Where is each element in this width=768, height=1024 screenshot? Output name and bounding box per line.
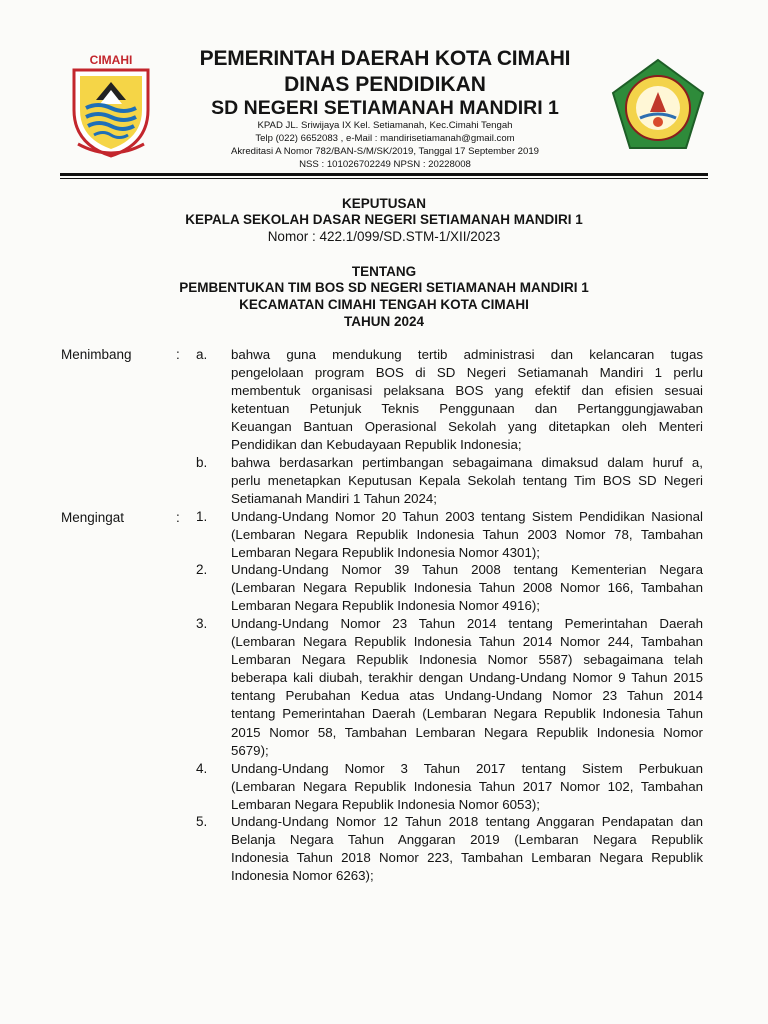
text-line: Pendidikan dan Kebudayaan Republik Indonesia; xyxy=(231,437,522,453)
letterhead-contact: Telp (022) 6652083 , e-Mail : mandirisetiamanah@gmail.com xyxy=(255,133,515,144)
mengingat-4-text xyxy=(231,760,703,814)
text-line: tentang Pemerintahan Daerah (Lembaran Negara Republik Indonesia Tahun xyxy=(231,706,703,722)
text-line: Lembaran Negara Republik Indonesia Nomor 6053); xyxy=(231,797,540,813)
text-line: Indonesia Nomor 6263); xyxy=(231,868,374,884)
cimahi-logo-text: CIMAHI xyxy=(89,53,133,67)
mengingat-2-mark: 2. xyxy=(196,562,208,577)
text-line: membentuk organisasi pelaksana BOS yang efektif dan efisien sesuai xyxy=(231,383,703,399)
mengingat-colon: : xyxy=(176,510,180,525)
text-line: (Lembaran Negara Republik Indonesia Tahun 2008 Nomor 166, Tambahan xyxy=(231,580,703,596)
text-line: (Lembaran Negara Republik Indonesia Tahun 2003 Nomor 78, Tambahan xyxy=(231,527,703,543)
mengingat-label: Mengingat xyxy=(61,510,125,525)
mengingat-3-text xyxy=(231,615,703,760)
text-line: Indonesia Tahun 2018 Nomor 223, Tambahan Lembaran Negara Republik xyxy=(231,850,703,866)
mengingat-1-mark: 1. xyxy=(196,509,208,524)
mengingat-2-text xyxy=(231,561,703,615)
text-line: Lembaran Negara Republik Indonesia Nomor 5587) sebagaimana telah xyxy=(231,652,703,668)
text-line: 2015 Nomor 58, Tambahan Lembaran Negara Republik Indonesia Nomor xyxy=(231,724,703,740)
text-line: Undang-Undang Nomor 23 Tahun 2014 tentang Pemerintahan Daerah xyxy=(231,616,703,631)
letterhead-school: SD NEGERI SETIAMANAH MANDIRI 1 xyxy=(211,97,559,119)
text-line: beberapa kali diubah, terakhir dengan Undang-Undang Nomor 9 Tahun 2015 xyxy=(231,670,703,686)
letterhead-department: DINAS PENDIDIKAN xyxy=(284,73,486,96)
cimahi-city-logo xyxy=(66,52,156,162)
text-line: bahwa berdasarkan pertimbangan sebagaimana dimaksud dalam huruf a, xyxy=(231,455,703,470)
letterhead-government: PEMERINTAH DAERAH KOTA CIMAHI xyxy=(199,47,571,70)
menimbang-a-mark: a. xyxy=(196,347,208,362)
subject-line-1: PEMBENTUKAN TIM BOS SD NEGERI SETIAMANAH MANDIRI 1 xyxy=(179,280,589,295)
mengingat-5-mark: 5. xyxy=(196,814,208,829)
letterhead-rule-thick xyxy=(60,173,708,176)
text-line: 5679); xyxy=(231,742,269,758)
text-line: Undang-Undang Nomor 3 Tahun 2017 tentang Sistem Perbukuan xyxy=(231,761,703,776)
text-line: Belanja Negara Tahun Anggaran 2019 (Lembaran Negara Republik xyxy=(231,832,703,848)
subject-line-2: KECAMATAN CIMAHI TENGAH KOTA CIMAHI xyxy=(239,297,529,312)
decision-issuer: KEPALA SEKOLAH DASAR NEGERI SETIAMANAH MANDIRI 1 xyxy=(185,212,583,227)
letterhead-rule-thin xyxy=(60,178,708,179)
mengingat-3-mark: 3. xyxy=(196,616,208,631)
text-line: (Lembaran Negara Republik Indonesia Tahun 2014 Nomor 244, Tambahan xyxy=(231,634,703,650)
text-line: Keuangan Bantuan Operasional Sekolah yang ditetapkan oleh Menteri xyxy=(231,419,703,435)
mengingat-4-mark: 4. xyxy=(196,761,208,776)
text-line: Lembaran Negara Republik Indonesia Nomor 4916); xyxy=(231,598,540,614)
subject-label: TENTANG xyxy=(351,264,417,279)
letterhead-ids: NSS : 101026702249 NPSN : 20228008 xyxy=(299,159,471,170)
text-line: pengelolaan program BOS di SD Negeri Setiamanah Mandiri 1 perlu xyxy=(231,365,703,381)
letterhead-accreditation: Akreditasi A Nomor 782/BAN-S/M/SK/2019, Tanggal 17 September 2019 xyxy=(230,146,540,157)
menimbang-label: Menimbang xyxy=(61,347,132,362)
text-line: bahwa guna mendukung tertib administrasi dan kelancaran tugas xyxy=(231,347,703,362)
text-line: Undang-Undang Nomor 20 Tahun 2003 tentang Sistem Pendidikan Nasional xyxy=(231,509,703,524)
decision-number: Nomor : 422.1/099/SD.STM-1/XII/2023 xyxy=(267,229,501,244)
text-line: perlu menetapkan Keputusan Kepala Sekolah tentang Tim BOS SD Negeri xyxy=(231,473,703,489)
menimbang-colon: : xyxy=(176,347,180,362)
text-line: Setiamanah Mandiri 1 Tahun 2024; xyxy=(231,491,437,507)
subject-line-3: TAHUN 2024 xyxy=(343,314,425,329)
mengingat-1-text xyxy=(231,508,703,562)
menimbang-b-mark: b. xyxy=(196,455,208,470)
text-line: tentang Perubahan Kedua atas Undang-Undang Nomor 23 Tahun 2014 xyxy=(231,688,703,704)
decision-title: KEPUTUSAN xyxy=(341,196,426,211)
text-line: (Lembaran Negara Republik Indonesia Tahun 2017 Nomor 102, Tambahan xyxy=(231,779,703,795)
mengingat-5-text xyxy=(231,813,703,885)
text-line: Undang-Undang Nomor 12 Tahun 2018 tentang Anggaran Pendapatan dan xyxy=(231,814,703,829)
text-line: Undang-Undang Nomor 39 Tahun 2008 tentang Kementerian Negara xyxy=(231,562,703,577)
school-logo xyxy=(610,58,706,154)
menimbang-b-text xyxy=(231,454,703,508)
letterhead-address: KPAD JL. Sriwijaya IX Kel. Setiamanah, Kec.Cimahi Tengah xyxy=(257,120,513,131)
text-line: ketentuan Petunjuk Teknis Penggunaan dan Pertanggungjawaban xyxy=(231,401,703,417)
menimbang-a-text xyxy=(231,346,703,455)
text-line: Lembaran Negara Republik Indonesia Nomor 4301); xyxy=(231,545,540,561)
